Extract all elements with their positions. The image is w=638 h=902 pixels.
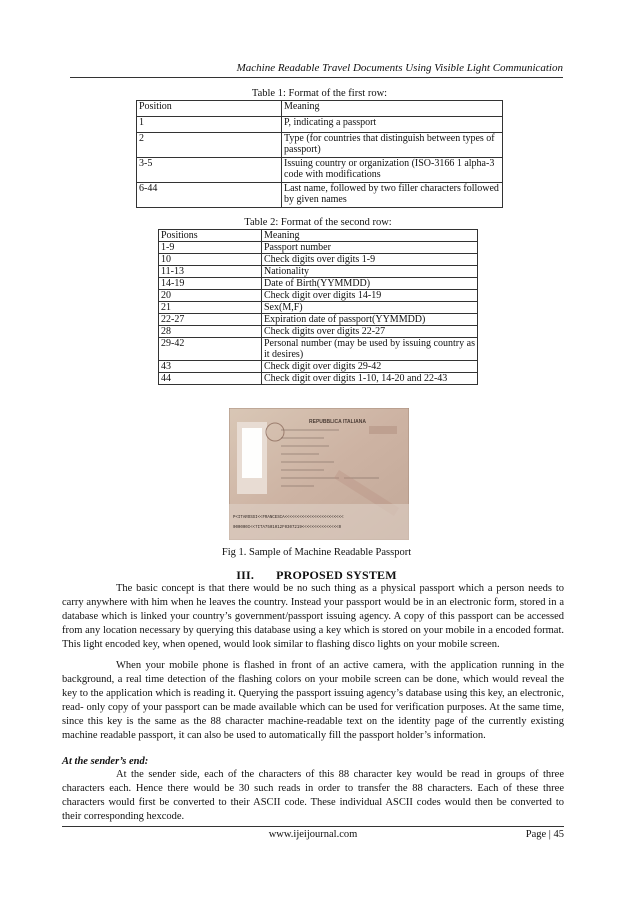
table-cell bbox=[282, 133, 503, 158]
table-cell: 28 bbox=[159, 326, 262, 338]
table-row bbox=[137, 133, 503, 158]
table-cell-text: Issuing country or organization (ISO-3166 1 alpha-3 code with modifications bbox=[284, 158, 495, 180]
passport-republic-text: REPUBBLICA ITALIANA bbox=[309, 419, 366, 425]
table2 bbox=[158, 229, 478, 385]
table-cell: 44 bbox=[159, 373, 262, 385]
section-number: III. bbox=[236, 568, 255, 582]
footer-rule bbox=[62, 826, 564, 827]
table-cell: Personal number (may be used by issuing country as it desires) bbox=[262, 338, 478, 361]
table-header-row bbox=[137, 101, 503, 117]
table-cell bbox=[282, 183, 503, 208]
page-number: Page | 45 bbox=[525, 829, 564, 840]
table-row bbox=[159, 242, 478, 254]
table-row bbox=[159, 361, 478, 373]
table-cell: P, indicating a passport bbox=[282, 117, 503, 133]
table-header-row bbox=[159, 230, 478, 242]
figure-caption: Fig 1. Sample of Machine Readable Passport bbox=[221, 547, 412, 558]
mrz-line-2: 000000I<<7ITA7501012F0307219<<<<<<<<<<<<<<<0 bbox=[233, 526, 342, 530]
table-row bbox=[137, 117, 503, 133]
table-header-cell: Position bbox=[137, 101, 282, 117]
running-header: Machine Readable Travel Documents Using Visible Light Communication bbox=[236, 62, 563, 74]
passport-image bbox=[229, 408, 409, 540]
table-cell: 14-19 bbox=[159, 278, 262, 290]
subsection-heading: At the sender’s end: bbox=[62, 756, 149, 767]
table-cell: 1 bbox=[137, 117, 282, 133]
table-row bbox=[159, 326, 478, 338]
table-row bbox=[159, 338, 478, 361]
table-cell: 29-42 bbox=[159, 338, 262, 361]
table-header-cell: Meaning bbox=[282, 101, 503, 117]
table-cell: 2 bbox=[137, 133, 282, 158]
table-row bbox=[159, 254, 478, 266]
table1 bbox=[136, 100, 503, 208]
table-cell: Check digits over digits 1-9 bbox=[262, 254, 478, 266]
table-row bbox=[159, 266, 478, 278]
body-paragraph: The basic concept is that there would be no such thing as a physical passport which a person needs to carry anywhere with him when he leaves the country. Instead your passport would be in an electronic form, stored in a database which is linked your country’s government/passport issuing agency. A copy of this passport can be accessed from any location necessary by querying this database using a key which is stored on your mobile in a encoded format. This light encoded key, when opened, would look similar to flashing disco lights on your mobile screen. bbox=[62, 583, 564, 650]
table-cell: Date of Birth(YYMMDD) bbox=[262, 278, 478, 290]
table-cell-text: Type (for countries that distinguish between types of passport) bbox=[284, 133, 495, 155]
table-header-cell: Positions bbox=[159, 230, 262, 242]
table-cell: Nationality bbox=[262, 266, 478, 278]
section-heading bbox=[70, 568, 563, 583]
table1-caption: Table 1: Format of the first row: bbox=[251, 88, 388, 99]
mrz-line-1: P<ITAROSSI<<FRANCESCA<<<<<<<<<<<<<<<<<<<<<<<< bbox=[233, 516, 344, 520]
table-cell: Expiration date of passport(YYMMDD) bbox=[262, 314, 478, 326]
table-cell: 1-9 bbox=[159, 242, 262, 254]
table-cell: Passport number bbox=[262, 242, 478, 254]
table-cell: 3-5 bbox=[137, 158, 282, 183]
table-row bbox=[137, 183, 503, 208]
table2-caption: Table 2: Format of the second row: bbox=[244, 217, 392, 228]
table-cell: Sex(M,F) bbox=[262, 302, 478, 314]
table-cell: Check digit over digits 14-19 bbox=[262, 290, 478, 302]
body-paragraph: At the sender side, each of the characters of this 88 character key would be read in groups of three characters each. Hence there would be 30 such reads in order to transfer the 88 characters. Each of these three characters would first be converted to their ASCII code. These individual ASCII codes would then be converted to their corresponding hexcode. bbox=[62, 769, 564, 822]
table-row bbox=[159, 290, 478, 302]
header-rule bbox=[70, 77, 563, 78]
table-row bbox=[159, 302, 478, 314]
section-title: PROPOSED SYSTEM bbox=[276, 568, 397, 582]
table-header-cell: Meaning bbox=[262, 230, 478, 242]
table-cell: Check digit over digits 29-42 bbox=[262, 361, 478, 373]
table-cell: 11-13 bbox=[159, 266, 262, 278]
footer-url: www.ijeijournal.com bbox=[268, 829, 358, 840]
table-cell: 6-44 bbox=[137, 183, 282, 208]
table-cell-text: Last name, followed by two filler characters followed by given names bbox=[284, 183, 499, 205]
table-cell: Check digits over digits 22-27 bbox=[262, 326, 478, 338]
table-row bbox=[159, 373, 478, 385]
table-row bbox=[159, 278, 478, 290]
table-cell: Check digit over digits 1-10, 14-20 and 22-43 bbox=[262, 373, 478, 385]
table-row bbox=[159, 314, 478, 326]
table-cell bbox=[282, 158, 503, 183]
table-cell: 22-27 bbox=[159, 314, 262, 326]
table-cell: 43 bbox=[159, 361, 262, 373]
table-row bbox=[137, 158, 503, 183]
body-paragraph: When your mobile phone is flashed in front of an active camera, with the application running in the background, a real time detection of the flashing colors on your mobile screen can be done, which would reveal the key to the application which is reading it. Querying the passport issuing agency’s database using this key, an electronic, read- only copy of your passport can be made available which can be used for verification purposes. At the same time, since this key is the same as the 88 character machine-readable text on the identity page of the currently existing machine readable passport, it can also be used to automatically fill the passport holder’s information. bbox=[62, 660, 564, 741]
table-cell: 21 bbox=[159, 302, 262, 314]
table-cell: 10 bbox=[159, 254, 262, 266]
table-cell: 20 bbox=[159, 290, 262, 302]
